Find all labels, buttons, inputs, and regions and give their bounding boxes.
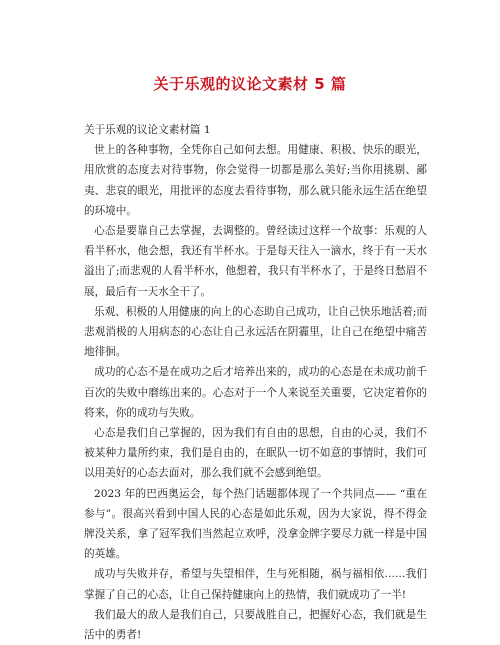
paragraph (84, 423, 427, 484)
paragraph (84, 484, 427, 565)
paragraph-text: 心态是我们自己掌握的，因为我们有自由的思想，自由的心灵，我们不被某种力量所约束，我们是自由的，在眠队一切不如意的事情时，我们可以用美好的心态去面对，那么我们就不会感到绝望。 (84, 427, 427, 480)
paragraph (84, 362, 427, 423)
paragraph-text: 心态是要靠自己去掌握，去调整的。曾经读过这样一个故事：乐观的人看半杯水，他会想，我还有半杯水。于是每天往入一滴水，终于有一天水溢出了;而悲观的人看半杯水，他想着，我只有半杯水了，于是终日愁眉不展，最后有一天水全干了。 (84, 225, 427, 298)
paragraph-text: 成功与失败并存，希望与失望相伴，生与死相随，祸与福相依……我们掌握了自己的心态，让自己保持健康向上的热情，我们就成功了一半! (84, 568, 427, 601)
paragraph-text: 乐观、积极的人用健康的向上的心态助自己成功，让自己快乐地活着;而悲观消极的人用病态的心态让自己永远活在阴霾里，让自己在绝望中痛苦地徘徊。 (84, 305, 427, 359)
paragraph-text: 世上的各种事物，全凭你自己如何去想。用健康、积极、快乐的眼光，用欣赏的态度去对待事物，你会觉得一切都是那么美好;当你用挑剔、鄙夷、悲哀的眼光，用批评的态度去看待事物，那么就只能永远生活在绝望的环境中。 (84, 144, 427, 217)
paragraph-text: 2023 年的巴西奥运会，每个热门话题都体现了一个共同点—— “重在参与”。很高兴看到中国人民的心态是如此乐观，因为大家说，得不得金牌没关系，拿了冠军我们当然起立欢呼，没拿金牌字要尽力就一样是中国的英雄。 (84, 487, 427, 561)
paragraph (84, 605, 427, 645)
paragraph-text: 我们最大的敌人是我们自己，只要战胜自己，把握好心态，我们就是生活中的勇者! (84, 608, 427, 642)
paragraph (84, 221, 427, 302)
document-body (84, 120, 427, 645)
paragraph-text: 成功的心态不是在成功之后才培养出来的，成功的心态是在未成功前千百次的失败中磨练出来的。心态对于一个人来说至关重要，它决定着你的将来，你的成功与失败。 (84, 366, 427, 419)
document-title: 关于乐观的议论文素材 5 篇 (153, 75, 347, 93)
paragraph (84, 302, 427, 363)
paragraph (84, 140, 427, 221)
section-heading (84, 120, 427, 140)
section-heading-text: 关于乐观的议论文素材篇 1 (84, 124, 211, 136)
paragraph (84, 564, 427, 604)
